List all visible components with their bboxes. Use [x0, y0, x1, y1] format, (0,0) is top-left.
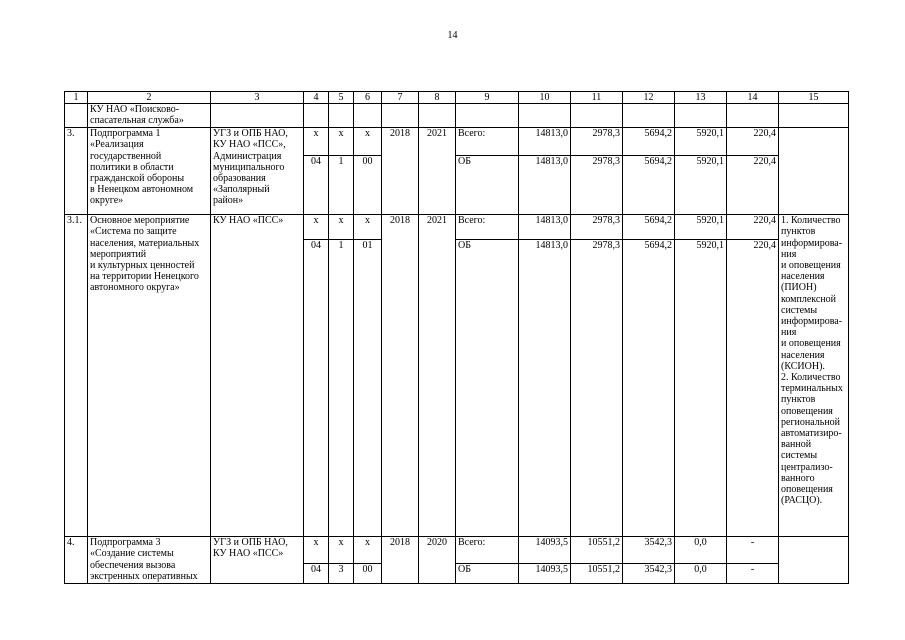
header-row: [65, 92, 849, 104]
table-row: 04 1 00 ОБ 14813,0 2978,3 5694,2 5920,1 220,4: [65, 156, 849, 215]
col-header: 7: [382, 92, 419, 104]
table-row: 3.1. Основное мероприятие «Система по защите населения, материальных мероприятий и культурных ценностей на территории Ненецкого автономного округа» КУ НАО «ПСС» х х х 2018 2021 Всего: 14813,0 2978,3 5694,2 5920,1 220,4 1. Количество пунктов информирова- ния и оповещения населения (ПИОН) комплексной системы информирова- ния и оповещения населения (КСИОН). 2. Количество терминальных пунктов оповещения региональной автоматизиро- ванной системы централизо- ванного оповещения (РАСЦО).: [65, 215, 849, 240]
col-header: 8: [419, 92, 456, 104]
row-name: Подпрограмма 3 «Создание системы обеспечения вызова экстренных оперативных: [88, 537, 211, 584]
col-header: 5: [329, 92, 354, 104]
row-number: 3.1.: [65, 215, 88, 537]
col-header: 3: [211, 92, 304, 104]
col-header: 15: [779, 92, 849, 104]
indicator-text: 1. Количество пунктов информирова- ния и оповещения населения (ПИОН) комплексной системы информирова- ния и оповещения населения (КСИОН). 2. Количество терминальных пунктов оповещения региональной автоматизиро- ванной системы централизо- ванного оповещения (РАСЦО).: [779, 215, 849, 537]
row-executor: КУ НАО «ПСС»: [211, 215, 304, 537]
row-name: Основное мероприятие «Система по защите населения, материальных мероприятий и культурных ценностей на территории Ненецкого автономного округа»: [88, 215, 211, 537]
table-row: [65, 104, 849, 128]
program-table: [64, 91, 849, 584]
table-row: 3. Подпрограмма 1 «Реализация государственной политики в области гражданской обороны в Ненецком автономном округе» УГЗ и ОПБ НАО, КУ НАО «ПСС», Администрация муниципального образования «Заполярный район» х х х 2018 2021 Всего: 14813,0 2978,3 5694,2 5920,1 220,4: [65, 128, 849, 156]
col-header: 14: [727, 92, 779, 104]
table-row: 4. Подпрограмма 3 «Создание системы обеспечения вызова экстренных оперативных УГЗ и ОПБ НАО, КУ НАО «ПСС» х х х 2018 2020 Всего: 14093,5 10551,2 3542,3 0,0 -: [65, 537, 849, 564]
col-header: 12: [623, 92, 675, 104]
col-header: 4: [304, 92, 329, 104]
row-number: 3.: [65, 128, 88, 215]
page-number: 14: [447, 30, 458, 41]
row-executor: УГЗ и ОПБ НАО, КУ НАО «ПСС», Администрация муниципального образования «Заполярный район»: [211, 128, 304, 215]
row-number: 4.: [65, 537, 88, 584]
cont-name: КУ НАО «Поисково- спасательная служба»: [88, 104, 211, 128]
row-name: Подпрограмма 1 «Реализация государственной политики в области гражданской обороны в Ненецком автономном округе»: [88, 128, 211, 215]
col-header: 2: [88, 92, 211, 104]
col-header: 1: [65, 92, 88, 104]
col-header: 10: [519, 92, 571, 104]
col-header: 13: [675, 92, 727, 104]
table-row: 04 1 01 ОБ 14813,0 2978,3 5694,2 5920,1 220,4: [65, 240, 849, 537]
col-header: 9: [456, 92, 519, 104]
col-header: 11: [571, 92, 623, 104]
table-row: 04 3 00 ОБ 14093,5 10551,2 3542,3 0,0 -: [65, 564, 849, 584]
row-executor: УГЗ и ОПБ НАО, КУ НАО «ПСС»: [211, 537, 304, 584]
col-header: 6: [354, 92, 382, 104]
